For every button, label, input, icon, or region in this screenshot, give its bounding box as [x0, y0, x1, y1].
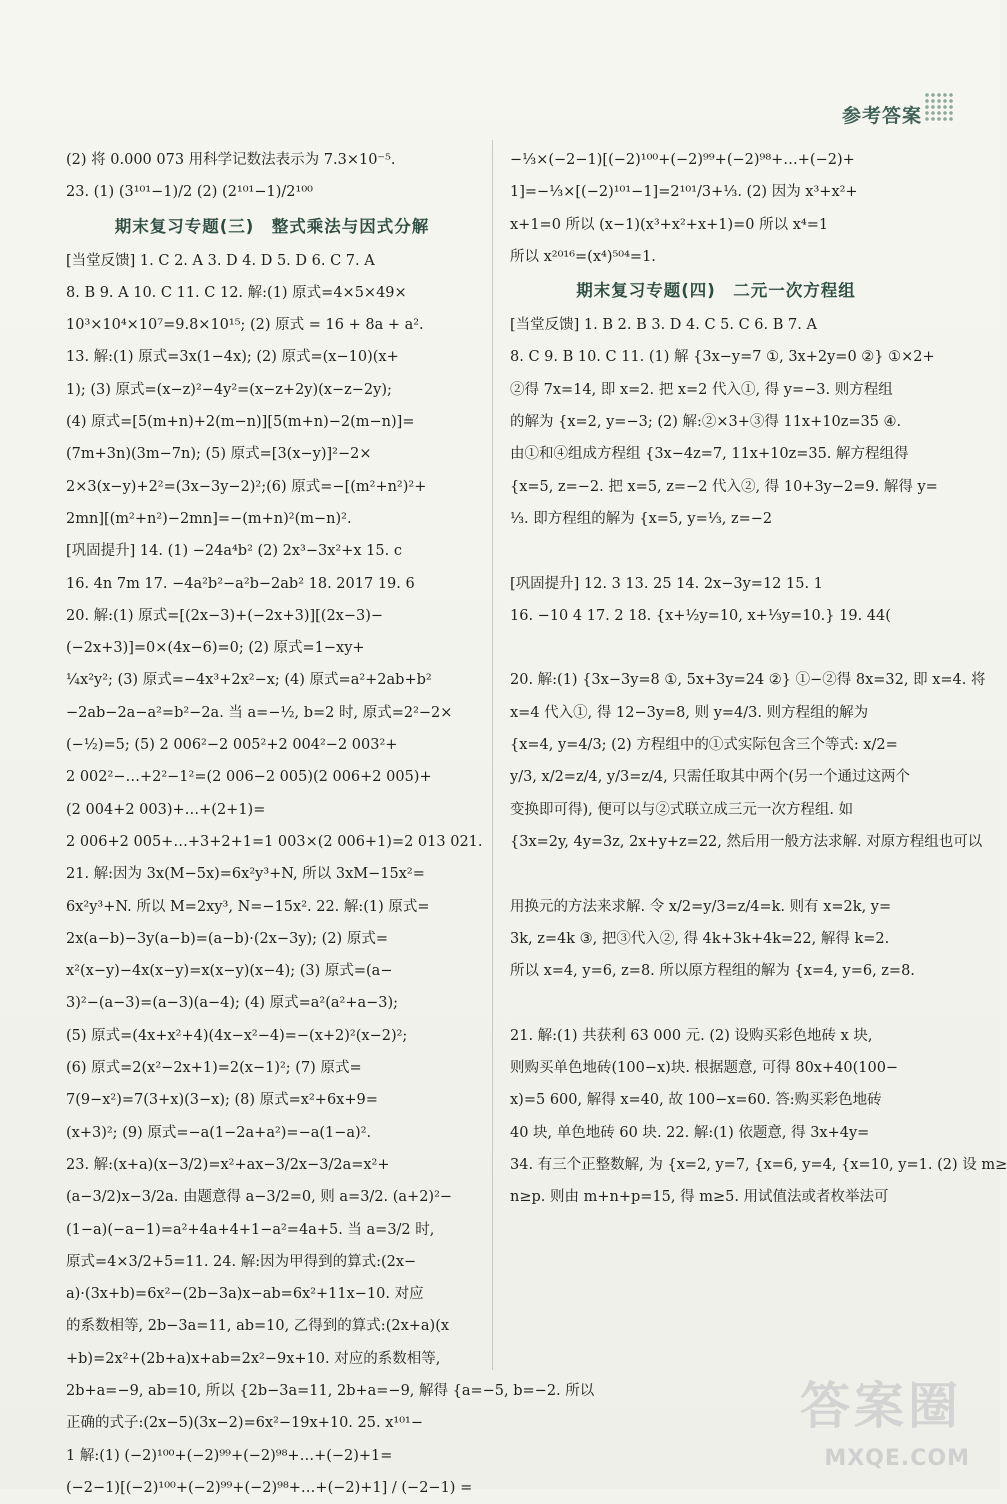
answer-line: (4) 原式=[5(m+n)+2(m−n)][5(m+n)−2(m−n)]=	[66, 414, 415, 431]
answer-line: (1−a)(−a−1)=a²+4a+4+1−a²=4a+5. 当 a=3/2 时,	[66, 1221, 435, 1238]
column-divider	[492, 140, 493, 1370]
watermark-logo: 答案圈	[800, 1377, 962, 1435]
answer-line: 的系数相等, 2b−3a=11, ab=10, 乙得到的算式:(2x+a)(x	[66, 1318, 450, 1335]
answer-line: x+1=0 所以 (x−1)(x³+x²+x+1)=0 所以 x⁴=1	[510, 216, 829, 233]
answer-line: [巩固提升] 12. 3 13. 25 14. 2x−3y=12 15. 1	[510, 575, 823, 592]
answer-line: 3)²−(a−3)=(a−3)(a−4); (4) 原式=a²(a²+a−3);	[66, 995, 399, 1012]
answer-line: 1); (3) 原式=(x−z)²−4y²=(x−z+2y)(x−z−2y);	[66, 381, 392, 398]
answer-line: {x=5, z=−2. 把 x=5, z=−2 代入②, 得 10+3y−2=9. 解得 y=	[510, 478, 938, 495]
answer-line: [当堂反馈] 1. C 2. A 3. D 4. D 5. D 6. C 7. A	[66, 252, 375, 269]
answer-line: +b)=2x²+(2b+a)x+ab=2x²−9x+10. 对应的系数相等,	[66, 1350, 441, 1367]
answer-line: 23. (1) (3¹⁰¹−1)/2 (2) (2¹⁰¹−1)/2¹⁰⁰	[66, 184, 313, 201]
answer-line: 由①和④组成方程组 {3x−4z=7, 11x+10z=35. 解方程组得	[510, 446, 909, 463]
right-answer-column	[510, 144, 1007, 1214]
answer-line: (7m+3n)(3m−7n); (5) 原式=[3(x−y)]²−2×	[66, 446, 372, 463]
answer-line: 13. 解:(1) 原式=3x(1−4x); (2) 原式=(x−10)(x+	[66, 349, 399, 366]
answer-line: 16. −10 4 17. 2 18. {x+½y=10, x+⅓y=10.} 19. 44(	[510, 607, 891, 624]
answer-line: ②得 7x=14, 即 x=2. 把 x=2 代入①, 得 y=−3. 则方程组	[510, 381, 893, 398]
answer-line: 的解为 {x=2, y=−3; (2) 解:②×3+③得 11x+10z=35 ④.	[510, 414, 902, 431]
answer-line	[510, 632, 922, 664]
answer-line: {3x=2y, 4y=3z, 2x+y+z=22, 然后用一般方法求解. 对原方程组也可以	[510, 833, 983, 850]
answer-line: [巩固提升] 14. (1) −24a⁴b² (2) 2x³−3x²+x 15. c	[66, 543, 402, 560]
answer-line: 2x(a−b)−3y(a−b)=(a−b)·(2x−3y); (2) 原式=	[66, 930, 388, 947]
answer-line: 1]=−⅓×[(−2)¹⁰¹−1]=2¹⁰¹/3+⅓. (2) 因为 x³+x²+	[510, 184, 858, 201]
answer-line: 7(9−x²)=7(3+x)(3−x); (8) 原式=x²+6x+9=	[66, 1092, 378, 1109]
answer-line: 正确的式子:(2x−5)(3x−2)=6x²−19x+10. 25. x¹⁰¹−	[66, 1415, 423, 1432]
answer-line: 21. 解:(1) 共获利 63 000 元. (2) 设购买彩色地砖 x 块,	[510, 1027, 873, 1044]
answer-line: 2mn][(m²+n²)−2mn]=−(m+n)²(m−n)².	[66, 510, 352, 527]
answer-line: x²(x−y)−4x(x−y)=x(x−y)(x−4); (3) 原式=(a−	[66, 963, 393, 980]
header-dot-pattern-icon	[924, 92, 954, 122]
answer-line: ¼x²y²; (3) 原式=−4x³+2x²−x; (4) 原式=a²+2ab+b²	[66, 672, 432, 689]
answer-line: (−2x+3)]=0×(4x−6)=0; (2) 原式=1−xy+	[66, 640, 365, 657]
watermark-url: MXQE.COM	[824, 1446, 970, 1471]
answer-line: 20. 解:(1) 原式=[(2x−3)+(−2x+3)][(2x−3)−	[66, 607, 384, 624]
answer-line: 所以 x=4, y=6, z=8. 所以原方程组的解为 {x=4, y=6, z=8.	[510, 963, 915, 980]
answer-line: x=4 代入①, 得 12−3y=8, 则 y=4/3. 则方程组的解为	[510, 704, 869, 721]
answer-line: 21. 解:因为 3x(M−5x)=6x²y³+N, 所以 3xM−15x²=	[66, 866, 425, 883]
answer-line: 变换即可得), 便可以与②式联立成三元一次方程组. 如	[510, 801, 854, 818]
answer-line: (6) 原式=2(x²−2x+1)=2(x−1)²; (7) 原式=	[66, 1060, 362, 1077]
answer-line: n≥p. 则由 m+n+p=15, 得 m≥5. 用试值法或者枚举法可	[510, 1189, 889, 1206]
answer-line: 16. 4n 7m 17. −4a²b²−a²b−2ab² 18. 2017 19. 6	[66, 575, 415, 592]
answer-line: [当堂反馈] 1. B 2. B 3. D 4. C 5. C 6. B 7. A	[510, 317, 817, 334]
answer-line: 8. B 9. A 10. C 11. C 12. 解:(1) 原式=4×5×49×	[66, 284, 407, 301]
answer-line	[510, 858, 922, 890]
answer-line: 23. 解:(x+a)(x−3/2)=x²+ax−3/2x−3/2a=x²+	[66, 1156, 390, 1173]
answer-line: 20. 解:(1) {3x−3y=8 ①, 5x+3y=24 ②} ①−②得 8x=32, 即 x=4. 将	[510, 672, 986, 689]
answer-line: {x=4, y=4/3; (2) 方程组中的①式实际包含三个等式: x/2=	[510, 737, 898, 754]
section-title: 期末复习专题(三) 整式乘法与因式分解	[114, 216, 430, 236]
answer-line: 8. C 9. B 10. C 11. (1) 解 {3x−y=7 ①, 3x+2y=0 ②} ①×2+	[510, 349, 935, 366]
answer-line: (−½)=5; (5) 2 006²−2 005²+2 004²−2 003²+	[66, 737, 398, 754]
answer-line: −2ab−2a−a²=b²−2a. 当 a=−½, b=2 时, 原式=2²−2×	[66, 704, 453, 721]
answer-line: (2 004+2 003)+…+(2+1)=	[66, 801, 266, 818]
answer-line: 1 解:(1) (−2)¹⁰⁰+(−2)⁹⁹+(−2)⁹⁸+…+(−2)+1=	[66, 1447, 393, 1464]
answer-line: −⅓×(−2−1)[(−2)¹⁰⁰+(−2)⁹⁹+(−2)⁹⁸+…+(−2)+	[510, 152, 855, 168]
answer-line: ⅓. 即方程组的解为 {x=5, y=⅓, z=−2	[510, 510, 773, 527]
answer-line: 2 002²−…+2²−1²=(2 006−2 005)(2 006+2 005)+	[66, 769, 432, 786]
answer-line: (−2−1)[(−2)¹⁰⁰+(−2)⁹⁹+(−2)⁹⁸+…+(−2)+1] / (−2−1) =	[66, 1479, 473, 1496]
answer-line: 2×3(x−y)+2²=(3x−3y−2)²;(6) 原式=−[(m²+n²)²+	[66, 478, 427, 495]
answer-line: y/3, x/2=z/4, y/3=z/4, 只需任取其中两个(另一个通过这两个	[510, 769, 911, 786]
answer-line: 3k, z=4k ③, 把③代入②, 得 4k+3k+4k=22, 解得 k=2.	[510, 930, 890, 947]
answer-line	[510, 535, 922, 567]
page-header-label: 参考答案	[841, 105, 922, 127]
answer-line: 34. 有三个正整数解, 为 {x=2, y=7, {x=6, y=4, {x=10, y=1. (2) 设 m≥	[510, 1156, 1007, 1173]
answer-line: (5) 原式=(4x+x²+4)(4x−x²−4)=−(x+2)²(x−2)²;	[66, 1027, 408, 1044]
answer-line: (2) 将 0.000 073 用科学记数法表示为 7.3×10⁻⁵.	[66, 152, 396, 168]
answer-line: 则购买单色地砖(100−x)块. 根据题意, 可得 80x+40(100−	[510, 1060, 899, 1077]
answer-line: a)·(3x+b)=6x²−(2b−3a)x−ab=6x²+11x−10. 对应	[66, 1286, 424, 1303]
answer-line: 用换元的方法来求解. 令 x/2=y/3=z/4=k. 则有 x=2k, y=	[510, 898, 892, 915]
answer-line: (x+3)²; (9) 原式=−a(1−2a+a²)=−a(1−a)².	[66, 1124, 372, 1141]
answer-line: 所以 x²⁰¹⁶=(x⁴)⁵⁰⁴=1.	[510, 248, 656, 265]
answer-line: 10³×10⁴×10⁷=9.8×10¹⁵; (2) 原式 = 16 + 8a + a².	[66, 317, 424, 334]
answer-line: 原式=4×3/2+5=11. 24. 解:因为甲得到的算式:(2x−	[66, 1253, 417, 1270]
answer-line: 2b+a=−9, ab=10, 所以 {2b−3a=11, 2b+a=−9, 解得 {a=−5, b=−2. 所以	[66, 1382, 595, 1399]
answer-line: 40 块, 单色地砖 60 块. 22. 解:(1) 依题意, 得 3x+4y=	[510, 1124, 870, 1141]
answer-line: 6x²y³+N. 所以 M=2xy³, N=−15x². 22. 解:(1) 原式=	[66, 898, 430, 915]
answer-line	[510, 987, 922, 1019]
answer-line: (a−3/2)x−3/2a. 由题意得 a−3/2=0, 则 a=3/2. (a+2)²−	[66, 1189, 453, 1206]
answer-line: x)=5 600, 解得 x=40, 故 100−x=60. 答:购买彩色地砖	[510, 1092, 882, 1109]
answer-line: 2 006+2 005+…+3+2+1=1 003×(2 006+1)=2 013 021.	[66, 833, 483, 850]
section-title: 期末复习专题(四) 二元一次方程组	[576, 281, 856, 301]
